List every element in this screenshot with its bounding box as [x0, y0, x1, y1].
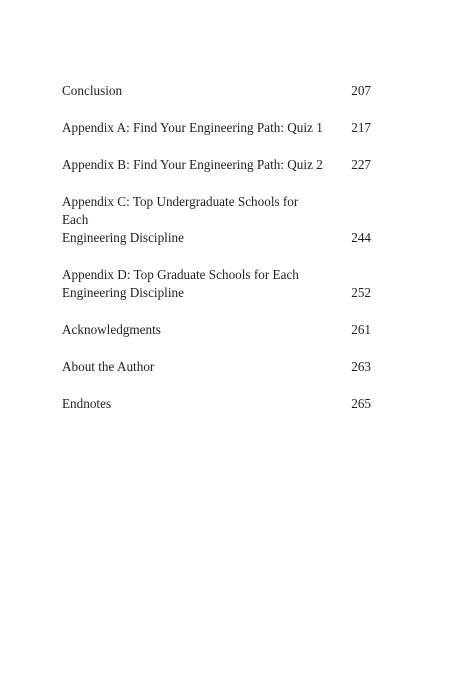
toc-entry-title-line: Appendix C: Top Undergraduate Schools for Each — [62, 194, 299, 227]
toc-entry-appendix-c — [62, 193, 371, 247]
table-of-contents — [62, 82, 371, 432]
toc-entry-title-line: Appendix B: Find Your Engineering Path: Quiz 2 — [62, 157, 323, 172]
toc-entry-title — [62, 266, 327, 302]
toc-entry-title — [62, 193, 327, 247]
toc-entry-appendix-a — [62, 119, 371, 137]
toc-entry-title — [62, 321, 327, 339]
toc-entry-page-number: 263 — [351, 359, 371, 374]
toc-entry-page-number: 217 — [351, 120, 371, 135]
toc-entry-title-line: Appendix D: Top Graduate Schools for Each — [62, 267, 299, 282]
toc-entry-title-line: Appendix A: Find Your Engineering Path: Quiz 1 — [62, 120, 323, 135]
toc-entry-endnotes — [62, 395, 371, 413]
toc-entry-title — [62, 82, 327, 100]
toc-entry-acknowledgments — [62, 321, 371, 339]
toc-entry-title-line: Engineering Discipline — [62, 285, 184, 300]
toc-entry-page-number: 207 — [351, 83, 371, 98]
toc-entry-title-line: About the Author — [62, 359, 155, 374]
toc-entry-page-number: 265 — [351, 396, 371, 411]
toc-entry-appendix-d — [62, 266, 371, 302]
toc-entry-title — [62, 358, 327, 376]
toc-entry-page-number: 252 — [351, 285, 371, 300]
toc-entry-title-line: Engineering Discipline — [62, 230, 184, 245]
toc-entry-about-the-author — [62, 358, 371, 376]
toc-entry-title-line: Acknowledgments — [62, 322, 161, 337]
toc-entry-title — [62, 395, 327, 413]
toc-entry-title-line: Conclusion — [62, 83, 123, 98]
toc-entry-appendix-b — [62, 156, 371, 174]
toc-entry-title — [62, 156, 327, 174]
toc-entry-conclusion — [62, 82, 371, 100]
toc-entry-page-number: 227 — [351, 157, 371, 172]
toc-entry-title-line: Endnotes — [62, 396, 112, 411]
toc-entry-page-number: 244 — [351, 230, 371, 245]
toc-entry-page-number: 261 — [351, 322, 371, 337]
toc-entry-title — [62, 119, 327, 137]
